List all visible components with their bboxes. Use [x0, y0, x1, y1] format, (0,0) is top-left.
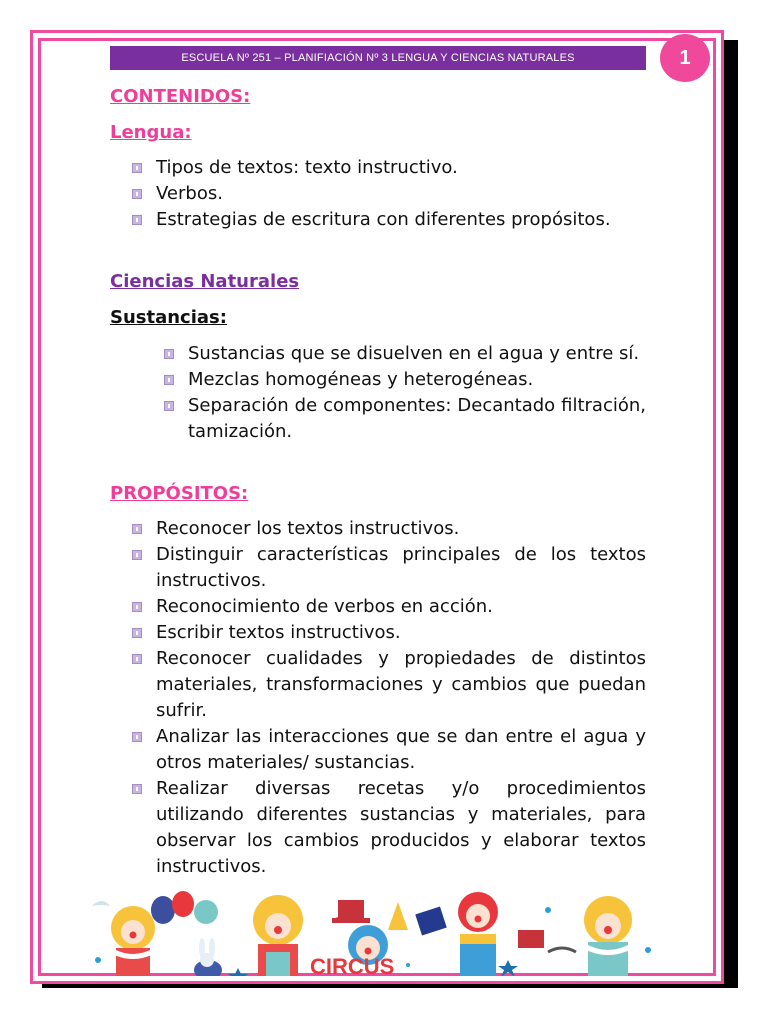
- bullet-icon: [164, 349, 174, 359]
- page-number-badge: [660, 34, 710, 82]
- propositos-list: [132, 516, 646, 880]
- bullet-icon: [132, 602, 142, 612]
- list-item: Analizar las interacciones que se dan entre el agua y otros materiales/ sustancias.: [132, 724, 646, 776]
- bullet-icon: [132, 163, 142, 173]
- bullet-icon: [132, 628, 142, 638]
- bullet-icon: [132, 189, 142, 199]
- contenidos-heading: CONTENIDOS:: [110, 86, 251, 107]
- bullet-icon: [132, 732, 142, 742]
- bullet-icon: [132, 654, 142, 664]
- circus-word: CIRCUS: [310, 954, 395, 976]
- list-item: Reconocimiento de verbos en acción.: [132, 594, 646, 620]
- list-item: Mezclas homogéneas y heterogéneas.: [164, 367, 646, 393]
- list-item: Estrategias de escritura con diferentes propósitos.: [132, 207, 646, 233]
- list-item: Realizar diversas recetas y/o procedimientos utilizando diferentes sustancias y materiales, para observar los cambios producidos y elaborar textos instructivos.: [132, 776, 646, 880]
- list-item: Reconocer cualidades y propiedades de distintos materiales, transformaciones y cambios que puedan sufrir.: [132, 646, 646, 724]
- bullet-icon: [132, 215, 142, 225]
- circus-clowns-icon: [88, 890, 672, 976]
- list-item: Separación de componentes: Decantado filtración, tamización.: [164, 393, 646, 445]
- bullet-icon: [132, 784, 142, 794]
- ciencias-naturales-heading: Ciencias Naturales: [110, 271, 300, 292]
- sustancias-heading: Sustancias:: [110, 307, 227, 328]
- sustancias-list: [164, 341, 646, 445]
- school-header-bar: [110, 46, 646, 70]
- list-item: Distinguir características principales de los textos instructivos.: [132, 542, 646, 594]
- page-number: 1: [679, 46, 691, 69]
- lengua-heading: Lengua:: [110, 122, 192, 143]
- propositos-heading: PROPÓSITOS:: [110, 483, 249, 504]
- list-item: Reconocer los textos instructivos.: [132, 516, 646, 542]
- list-item: Escribir textos instructivos.: [132, 620, 646, 646]
- bullet-icon: [164, 375, 174, 385]
- bullet-icon: [132, 550, 142, 560]
- circus-banner-illustration: [88, 890, 672, 976]
- list-item: Tipos de textos: texto instructivo.: [132, 155, 646, 181]
- school-header-text: ESCUELA Nº 251 – PLANIFIACIÓN Nº 3 LENGUA Y CIENCIAS NATURALES: [181, 52, 575, 64]
- list-item: Verbos.: [132, 181, 646, 207]
- bullet-icon: [164, 401, 174, 411]
- bullet-icon: [132, 524, 142, 534]
- list-item: Sustancias que se disuelven en el agua y entre sí.: [164, 341, 646, 367]
- lengua-list: [132, 155, 646, 233]
